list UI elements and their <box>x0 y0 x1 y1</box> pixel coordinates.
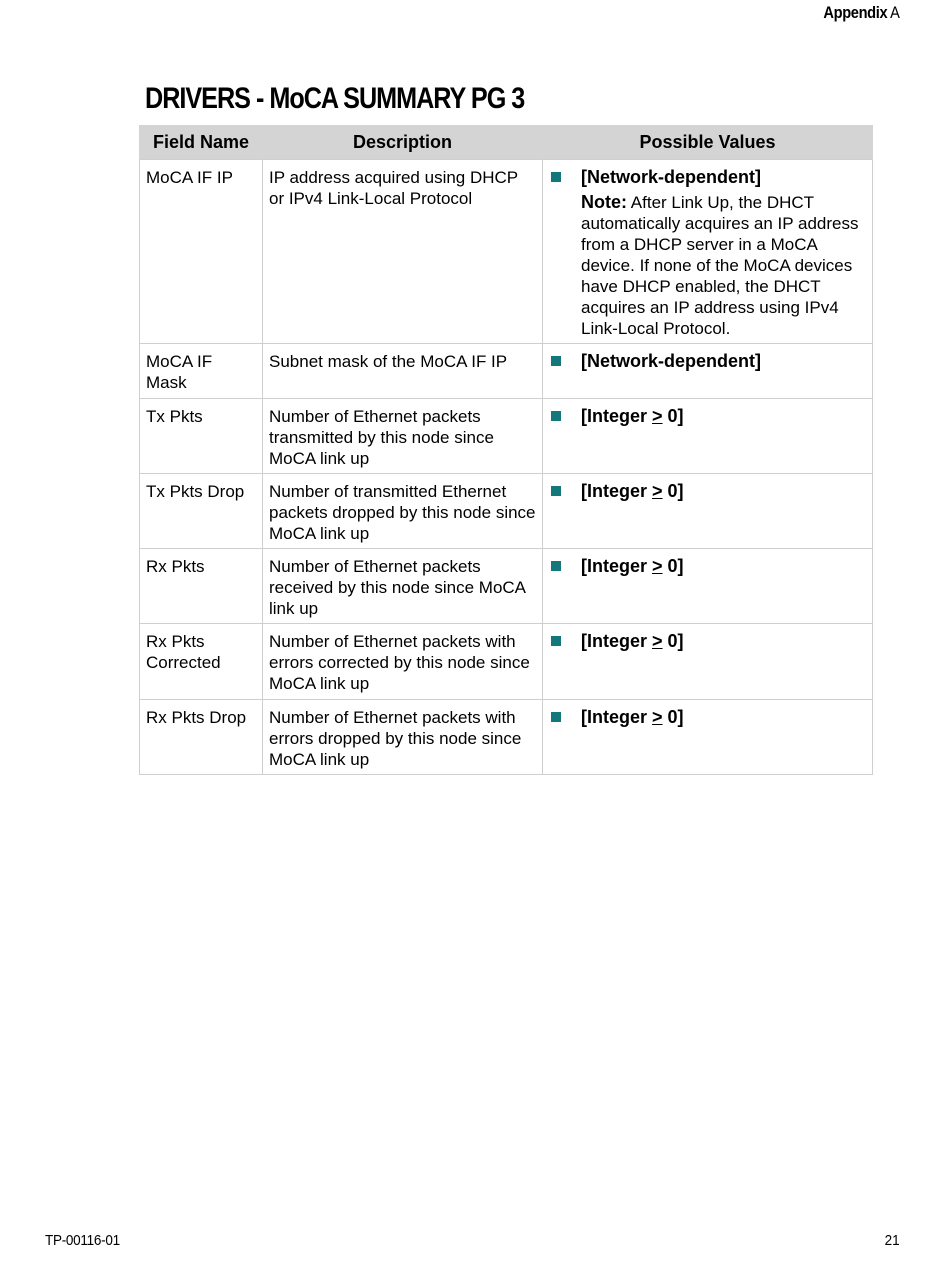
possible-values-cell <box>543 160 873 344</box>
possible-values-cell <box>543 474 873 549</box>
field-name-cell: Tx Pkts <box>140 399 263 474</box>
page-number: 21 <box>884 1232 900 1249</box>
column-header-field-name: Field Name <box>140 125 263 160</box>
value-item <box>551 556 864 577</box>
possible-values-cell <box>543 700 873 775</box>
square-bullet-icon <box>551 356 561 366</box>
field-name-cell: Tx Pkts Drop <box>140 474 263 549</box>
value-item <box>551 351 864 372</box>
value-text: [Network-dependent] <box>581 351 761 371</box>
value-item <box>551 406 864 427</box>
table-row <box>140 624 873 700</box>
summary-table <box>139 125 873 775</box>
possible-values-cell <box>543 549 873 624</box>
field-name-cell: MoCA IF IP <box>140 160 263 344</box>
value-item <box>551 481 864 502</box>
description-cell: Number of transmitted Ethernet packets dropped by this node since MoCA link up <box>263 474 543 549</box>
possible-values-cell <box>543 399 873 474</box>
value-item <box>551 167 864 339</box>
value-text: [Integer > 0] <box>581 707 684 727</box>
note-label: Note: <box>581 192 627 212</box>
appendix-letter: A <box>890 3 900 22</box>
possible-values-cell <box>543 344 873 399</box>
value-text: [Integer > 0] <box>581 406 684 426</box>
appendix-header <box>824 3 900 23</box>
description-cell: Subnet mask of the MoCA IF IP <box>263 344 543 399</box>
value-note <box>581 192 864 339</box>
possible-values-cell <box>543 624 873 700</box>
description-cell: Number of Ethernet packets with errors dropped by this node since MoCA link up <box>263 700 543 775</box>
square-bullet-icon <box>551 411 561 421</box>
field-name-cell: MoCA IF Mask <box>140 344 263 399</box>
field-name-cell: Rx Pkts Drop <box>140 700 263 775</box>
table-header-row <box>140 125 873 160</box>
column-header-description: Description <box>263 125 543 160</box>
square-bullet-icon <box>551 486 561 496</box>
page-title: DRIVERS - MoCA SUMMARY PG 3 <box>145 82 525 115</box>
description-cell: Number of Ethernet packets transmitted by this node since MoCA link up <box>263 399 543 474</box>
value-text: [Network-dependent] <box>581 167 761 187</box>
table-row <box>140 474 873 549</box>
description-cell: Number of Ethernet packets with errors corrected by this node since MoCA link up <box>263 624 543 700</box>
square-bullet-icon <box>551 636 561 646</box>
table-row <box>140 399 873 474</box>
table-row <box>140 344 873 399</box>
description-cell: Number of Ethernet packets received by this node since MoCA link up <box>263 549 543 624</box>
value-item <box>551 631 864 652</box>
document-number: TP-00116-01 <box>45 1232 120 1249</box>
field-name-cell: Rx Pkts Corrected <box>140 624 263 700</box>
square-bullet-icon <box>551 172 561 182</box>
table-row <box>140 160 873 344</box>
column-header-possible-values: Possible Values <box>543 125 873 160</box>
appendix-label: Appendix <box>823 3 888 22</box>
square-bullet-icon <box>551 712 561 722</box>
table-row <box>140 549 873 624</box>
note-text: After Link Up, the DHCT automatically acquires an IP address from a DHCP server in a MoCA device. If none of the MoCA devices have DHCP enabled, the DHCT acquires an IP address using IPv4 Link-Local Protocol. <box>581 193 859 338</box>
value-text: [Integer > 0] <box>581 481 684 501</box>
table-row <box>140 700 873 775</box>
value-text: [Integer > 0] <box>581 631 684 651</box>
square-bullet-icon <box>551 561 561 571</box>
description-cell: IP address acquired using DHCP or IPv4 Link-Local Protocol <box>263 160 543 344</box>
field-name-cell: Rx Pkts <box>140 549 263 624</box>
value-text: [Integer > 0] <box>581 556 684 576</box>
value-item <box>551 707 864 728</box>
